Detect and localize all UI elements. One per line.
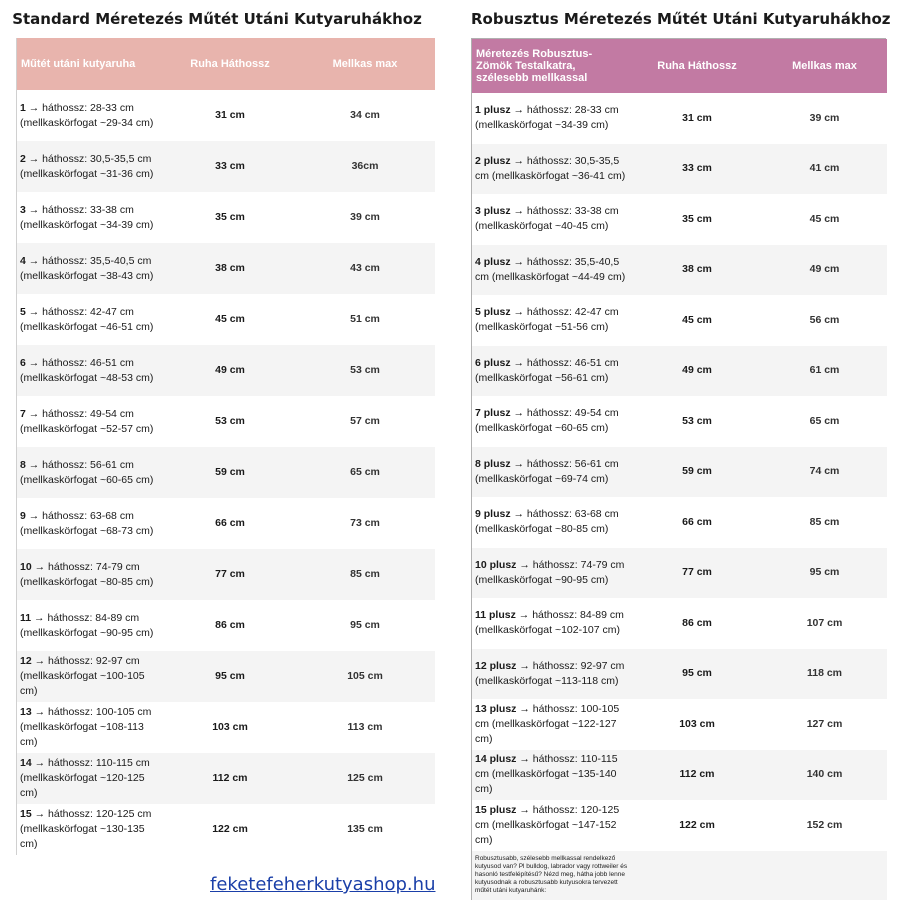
chest-max-cell: 36cm	[295, 141, 435, 192]
chest-max-cell: 51 cm	[295, 294, 435, 345]
size-measurements: → háthossz: 49-54 cm (mellkaskörfogat ~60-65 cm)	[475, 407, 619, 435]
size-description-cell	[472, 346, 632, 397]
size-description-cell	[17, 804, 165, 855]
table-row	[17, 447, 435, 498]
size-label: 1 plusz	[475, 104, 511, 117]
back-length-cell: 31 cm	[632, 93, 762, 144]
table-row	[17, 345, 435, 396]
robust-size-table	[472, 39, 887, 900]
size-label: 2	[20, 152, 26, 165]
table-row	[472, 699, 887, 750]
size-description-cell	[17, 651, 165, 702]
size-description-cell	[17, 243, 165, 294]
size-label: 9 plusz	[475, 508, 511, 521]
size-description-cell	[472, 548, 632, 599]
size-measurements: → háthossz: 28-33 cm (mellkaskörfogat ~29-34 cm)	[20, 101, 154, 129]
size-label: 8 plusz	[475, 457, 511, 470]
back-length-cell: 112 cm	[165, 753, 295, 804]
back-length-cell: 122 cm	[632, 800, 762, 851]
back-length-cell: 77 cm	[165, 549, 295, 600]
standard-table-body	[17, 90, 435, 855]
back-length-cell: 103 cm	[165, 702, 295, 753]
chest-max-cell: 39 cm	[762, 93, 887, 144]
back-length-cell: 45 cm	[165, 294, 295, 345]
size-label: 13 plusz	[475, 702, 517, 715]
size-description-cell	[17, 600, 165, 651]
size-label: 15	[20, 808, 32, 820]
table-row	[17, 243, 435, 294]
size-label: 3 plusz	[475, 205, 511, 218]
table-row	[17, 753, 435, 804]
size-label: 8	[20, 458, 26, 471]
back-length-cell: 103 cm	[632, 699, 762, 750]
back-length-cell: 53 cm	[165, 396, 295, 447]
back-length-cell: 49 cm	[165, 345, 295, 396]
back-length-cell: 33 cm	[632, 144, 762, 195]
size-measurements: → háthossz: 42-47 cm (mellkaskörfogat ~46-51 cm)	[20, 305, 154, 333]
back-length-cell: 38 cm	[632, 245, 762, 296]
size-label: 14 plusz	[475, 753, 517, 766]
size-measurements: → háthossz: 100-105 cm (mellkaskörfogat ~122-127 cm)	[475, 702, 620, 745]
table-row	[472, 396, 887, 447]
chest-max-cell: 56 cm	[762, 295, 887, 346]
chest-max-cell: 41 cm	[762, 144, 887, 195]
back-length-cell: 95 cm	[632, 649, 762, 700]
table-row	[472, 144, 887, 195]
back-length-cell: 86 cm	[632, 598, 762, 649]
size-label: 15 plusz	[475, 803, 517, 816]
table-row	[472, 800, 887, 851]
size-description-cell	[17, 294, 165, 345]
robust-table-wrapper	[471, 38, 886, 900]
size-measurements: → háthossz: 92-97 cm (mellkaskörfogat ~113-118 cm)	[475, 659, 625, 687]
chest-max-cell: 43 cm	[295, 243, 435, 294]
standard-size-panel	[12, 0, 434, 855]
size-measurements: → háthossz: 33-38 cm (mellkaskörfogat ~40-45 cm)	[475, 205, 619, 233]
size-measurements: → háthossz: 33-38 cm (mellkaskörfogat ~34-39 cm)	[20, 203, 154, 231]
size-measurements: → háthossz: 84-89 cm (mellkaskörfogat ~90-95 cm)	[20, 611, 154, 639]
size-label: 5 plusz	[475, 306, 511, 319]
standard-table-wrapper	[16, 38, 434, 855]
size-description-cell	[472, 245, 632, 296]
back-length-cell: 95 cm	[165, 651, 295, 702]
back-length-cell: 77 cm	[632, 548, 762, 599]
chest-max-cell: 39 cm	[295, 192, 435, 243]
size-measurements: → háthossz: 49-54 cm (mellkaskörfogat ~52-57 cm)	[20, 407, 154, 435]
size-label: 11 plusz	[475, 609, 516, 622]
size-description-cell	[17, 90, 165, 141]
size-description-cell	[17, 753, 165, 804]
standard-size-table	[17, 38, 435, 855]
size-label: 14	[20, 757, 32, 769]
size-description-cell	[472, 194, 632, 245]
table-row	[17, 600, 435, 651]
back-length-cell: 45 cm	[632, 295, 762, 346]
table-row	[17, 549, 435, 600]
table-row	[17, 141, 435, 192]
size-measurements: → háthossz: 35,5-40,5 cm (mellkaskörfogat ~38-43 cm)	[20, 254, 154, 282]
table-row	[472, 548, 887, 599]
size-measurements: → háthossz: 63-68 cm (mellkaskörfogat ~80-85 cm)	[475, 508, 619, 536]
col-header-chest: Mellkas max	[762, 39, 887, 93]
chest-max-cell: 125 cm	[295, 753, 435, 804]
chest-max-cell: 152 cm	[762, 800, 887, 851]
size-description-cell	[472, 93, 632, 144]
size-label: 13	[20, 706, 32, 718]
table-row	[472, 346, 887, 397]
back-length-cell: 35 cm	[632, 194, 762, 245]
back-length-cell: 112 cm	[632, 750, 762, 801]
chest-max-cell: 65 cm	[295, 447, 435, 498]
chest-max-cell: 85 cm	[762, 497, 887, 548]
back-length-cell: 66 cm	[165, 498, 295, 549]
table-row	[472, 598, 887, 649]
shop-website-link[interactable]: feketefeherkutyashop.hu	[210, 874, 436, 895]
col-header-length: Ruha Háthossz	[165, 38, 295, 90]
size-description-cell	[472, 750, 632, 801]
back-length-cell: 86 cm	[165, 600, 295, 651]
size-measurements: → háthossz: 46-51 cm (mellkaskörfogat ~48-53 cm)	[20, 356, 154, 384]
size-label: 7	[20, 407, 26, 420]
size-measurements: → háthossz: 63-68 cm (mellkaskörfogat ~68-73 cm)	[20, 509, 154, 537]
size-description-cell	[472, 295, 632, 346]
back-length-cell: 59 cm	[165, 447, 295, 498]
size-label: 7 plusz	[475, 407, 511, 420]
size-label: 12	[20, 655, 32, 667]
size-label: 6 plusz	[475, 356, 511, 369]
chest-max-cell: 85 cm	[295, 549, 435, 600]
chest-max-cell: 74 cm	[762, 447, 887, 498]
table-header-row	[17, 38, 435, 90]
size-label: 4 plusz	[475, 255, 511, 268]
table-header-row	[472, 39, 887, 93]
size-measurements: → háthossz: 56-61 cm (mellkaskörfogat ~69-74 cm)	[475, 457, 619, 485]
size-description-cell	[472, 800, 632, 851]
size-description-cell	[17, 396, 165, 447]
chest-max-cell: 107 cm	[762, 598, 887, 649]
chest-max-cell: 127 cm	[762, 699, 887, 750]
size-measurements: → háthossz: 35,5-40,5 cm (mellkaskörfogat ~44-49 cm)	[475, 255, 626, 283]
chest-max-cell: 53 cm	[295, 345, 435, 396]
size-measurements: → háthossz: 120-125 cm (mellkaskörfogat ~147-152 cm)	[475, 803, 620, 846]
chest-max-cell: 95 cm	[295, 600, 435, 651]
size-label: 4	[20, 254, 26, 267]
table-row	[17, 294, 435, 345]
chest-max-cell: 118 cm	[762, 649, 887, 700]
size-description-cell	[472, 699, 632, 750]
size-measurements: → háthossz: 30,5-35,5 cm (mellkaskörfogat ~31-36 cm)	[20, 152, 154, 180]
chest-max-cell: 73 cm	[295, 498, 435, 549]
table-row	[17, 651, 435, 702]
chest-max-cell: 61 cm	[762, 346, 887, 397]
back-length-cell: 35 cm	[165, 192, 295, 243]
size-measurements: → háthossz: 74-79 cm (mellkaskörfogat ~90-95 cm)	[475, 558, 625, 586]
size-label: 10	[20, 560, 32, 573]
size-measurements: → háthossz: 120-125 cm (mellkaskörfogat ~130-135 cm)	[20, 808, 152, 850]
size-label: 1	[20, 101, 26, 114]
size-measurements: → háthossz: 28-33 cm (mellkaskörfogat ~34-39 cm)	[475, 104, 619, 132]
back-length-cell: 53 cm	[632, 396, 762, 447]
table-row	[17, 90, 435, 141]
size-measurements: → háthossz: 100-105 cm (mellkaskörfogat ~108-113 cm)	[20, 706, 152, 748]
chest-max-cell: 135 cm	[295, 804, 435, 855]
size-description-cell	[17, 447, 165, 498]
size-description-cell	[472, 447, 632, 498]
table-row	[472, 93, 887, 144]
size-measurements: → háthossz: 30,5-35,5 cm (mellkaskörfogat ~36-41 cm)	[475, 154, 626, 182]
table-row	[472, 750, 887, 801]
size-label: 12 plusz	[475, 659, 517, 672]
robust-size-panel	[471, 0, 891, 900]
chest-max-cell: 95 cm	[762, 548, 887, 599]
size-measurements: → háthossz: 56-61 cm (mellkaskörfogat ~60-65 cm)	[20, 458, 154, 486]
col-header-chest: Mellkas max	[295, 38, 435, 90]
size-label: 3	[20, 203, 26, 216]
chest-max-cell: 105 cm	[295, 651, 435, 702]
chest-max-cell: 57 cm	[295, 396, 435, 447]
size-measurements: → háthossz: 84-89 cm (mellkaskörfogat ~102-107 cm)	[475, 609, 624, 637]
col-header-product: Műtét utáni kutyaruha	[17, 38, 165, 90]
back-length-cell: 38 cm	[165, 243, 295, 294]
size-label: 11	[20, 611, 32, 624]
size-label: 5	[20, 305, 26, 318]
table-row	[17, 702, 435, 753]
size-description-cell	[17, 345, 165, 396]
size-label: 6	[20, 356, 26, 369]
size-description-cell	[17, 702, 165, 753]
size-label: 9	[20, 509, 26, 522]
table-row	[472, 497, 887, 548]
back-length-cell: 122 cm	[165, 804, 295, 855]
size-measurements: → háthossz: 92-97 cm (mellkaskörfogat ~100-105 cm)	[20, 655, 145, 697]
back-length-cell: 33 cm	[165, 141, 295, 192]
back-length-cell: 59 cm	[632, 447, 762, 498]
col-header-product: Méretezés Robusztus-Zömök Testalkatra, szélesebb mellkassal	[472, 39, 632, 93]
size-measurements: → háthossz: 46-51 cm (mellkaskörfogat ~56-61 cm)	[475, 356, 619, 384]
table-row	[472, 447, 887, 498]
size-description-cell	[17, 141, 165, 192]
table-row	[17, 804, 435, 855]
back-length-cell: 49 cm	[632, 346, 762, 397]
table-row	[17, 498, 435, 549]
chest-max-cell: 113 cm	[295, 702, 435, 753]
size-description-cell	[472, 144, 632, 195]
back-length-cell: 31 cm	[165, 90, 295, 141]
chest-max-cell: 49 cm	[762, 245, 887, 296]
table-row	[472, 194, 887, 245]
robust-table-title: Robusztus Méretezés Műtét Utáni Kutyaruhákhoz	[471, 10, 891, 28]
size-measurements: → háthossz: 110-115 cm (mellkaskörfogat ~135-140 cm)	[475, 753, 618, 796]
size-label: 2 plusz	[475, 154, 511, 167]
size-description-cell	[17, 549, 165, 600]
table-row	[472, 245, 887, 296]
size-description-cell	[472, 396, 632, 447]
table-row	[17, 192, 435, 243]
chest-max-cell: 65 cm	[762, 396, 887, 447]
size-description-cell	[17, 192, 165, 243]
size-description-cell	[472, 497, 632, 548]
chest-max-cell: 45 cm	[762, 194, 887, 245]
size-description-cell	[17, 498, 165, 549]
size-description-cell	[472, 649, 632, 700]
table-row	[472, 649, 887, 700]
footnote-row	[472, 851, 887, 900]
size-measurements: → háthossz: 110-115 cm (mellkaskörfogat ~120-125 cm)	[20, 757, 150, 799]
robust-table-body	[472, 93, 887, 851]
table-row	[472, 295, 887, 346]
chest-max-cell: 34 cm	[295, 90, 435, 141]
col-header-length: Ruha Háthossz	[632, 39, 762, 93]
size-measurements: → háthossz: 74-79 cm (mellkaskörfogat ~80-85 cm)	[20, 560, 154, 588]
size-description-cell	[472, 598, 632, 649]
size-label: 10 plusz	[475, 558, 517, 571]
back-length-cell: 66 cm	[632, 497, 762, 548]
chest-max-cell: 140 cm	[762, 750, 887, 801]
robust-footnote: Robusztusabb, szélesebb mellkassal rendelkező kutyusod van? Pl bulldog, labrador vagy rottweiler és hasonló testfelépítésű? Nézd meg, hátha jobb lenne kutyusodnak a robusztusabb kutyusokra tervezett műtét utáni kutyaruhánk:	[472, 851, 632, 900]
size-measurements: → háthossz: 42-47 cm (mellkaskörfogat ~51-56 cm)	[475, 306, 619, 334]
table-row	[17, 396, 435, 447]
standard-table-title: Standard Méretezés Műtét Utáni Kutyaruhákhoz	[12, 10, 422, 28]
